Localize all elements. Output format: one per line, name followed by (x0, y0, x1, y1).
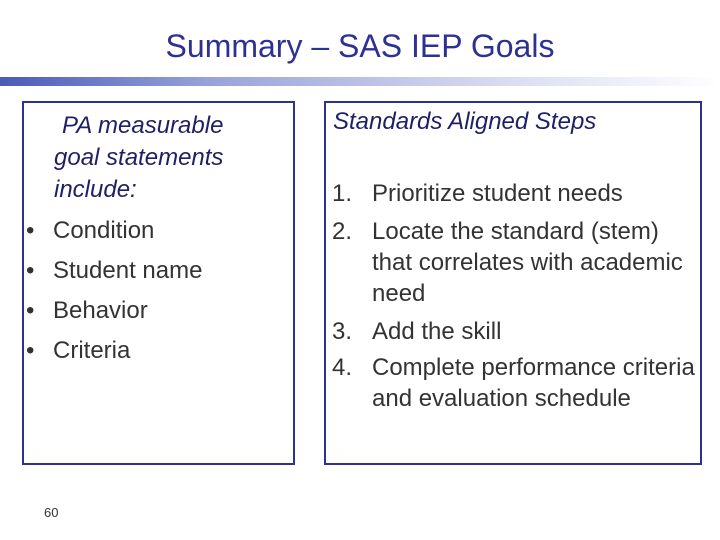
intro-line-2: goal statements (54, 144, 224, 171)
list-item-text: Criteria (53, 337, 131, 364)
step-text: Add the skill (372, 318, 502, 345)
bullet-icon: • (26, 217, 35, 244)
step-text: Complete performance criteria and evaluation schedule (372, 354, 695, 412)
bullet-icon: • (26, 337, 35, 364)
step-text: Prioritize student needs (372, 180, 623, 207)
intro-line-3: include: (54, 176, 137, 203)
bullet-icon: • (26, 257, 35, 284)
step-text: Locate the standard (stem) that correlates with academic need (372, 218, 683, 307)
list-item-text: Condition (53, 217, 155, 244)
step-number: 1. (332, 180, 353, 207)
goal-statement-intro (54, 110, 284, 206)
slide-title: Summary – SAS IEP Goals (165, 28, 555, 64)
steps-heading: Standards Aligned Steps (333, 108, 597, 135)
intro-line-1: PA measurable (62, 112, 224, 139)
list-item-text: Behavior (53, 297, 148, 324)
step-number: 4. (332, 354, 353, 381)
step-number: 2. (332, 218, 353, 245)
page-number: 60 (44, 505, 59, 520)
bullet-icon: • (26, 297, 35, 324)
list-item-text: Student name (53, 257, 203, 284)
step-number: 3. (332, 318, 353, 345)
title-underline-rule (0, 77, 720, 86)
